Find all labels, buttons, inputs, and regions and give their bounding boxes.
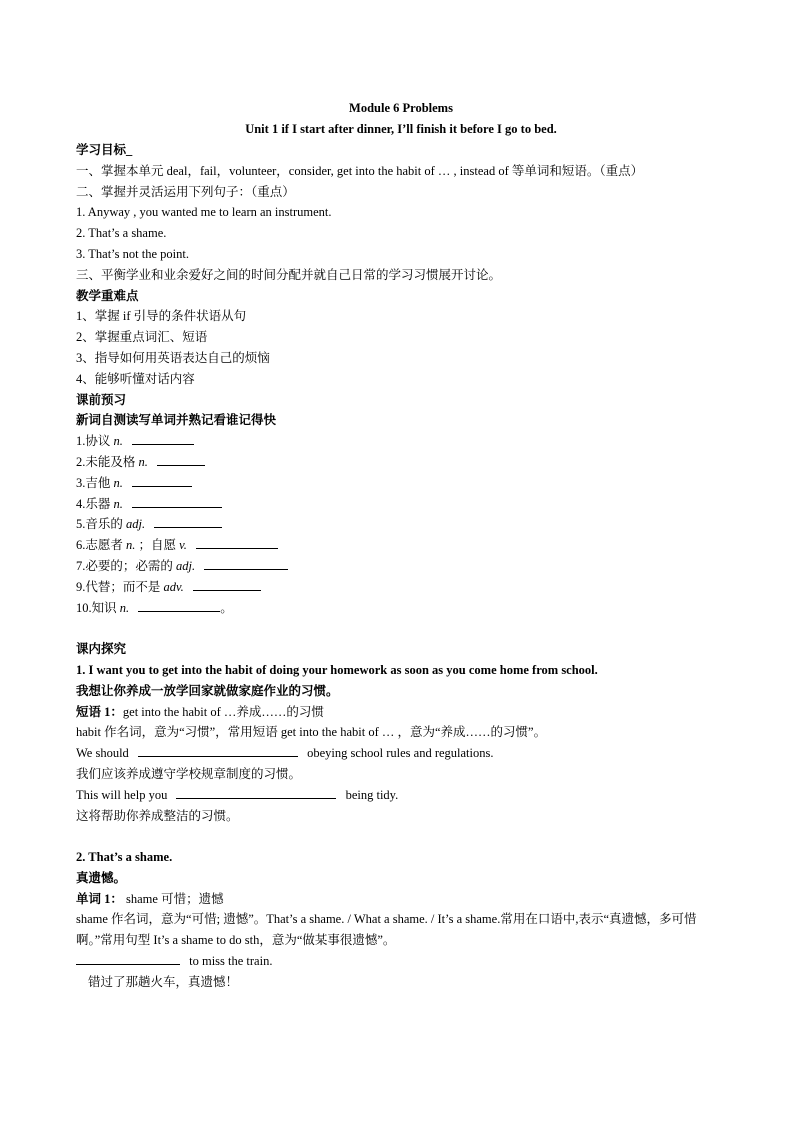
vocab-pos: n. [113, 475, 123, 490]
vocab-pos-2: v. [179, 538, 187, 553]
answer-blank[interactable] [132, 431, 194, 445]
vocab-cn: 6.志愿者 [76, 538, 123, 553]
section1-explain: habit 作名词，意为“习惯”，常用短语 get into the habit of … ，意为“养成……的习惯”。 [76, 725, 547, 740]
document-page [76, 98, 726, 993]
example-text: obeying school rules and regulations. [307, 746, 494, 761]
word-label: 单词 1： [76, 891, 123, 906]
phrase-label: 短语 1： [76, 704, 123, 719]
key-points-heading: 教学重难点 [76, 288, 139, 303]
spacer [76, 826, 726, 847]
key-point-item: 4、能够听懂对话内容 [76, 371, 195, 386]
objective-item: 三、平衡学业和业余爱好之间的时间分配并就自己日常的学习习惯展开讨论。 [76, 267, 502, 282]
vocab-cn: 7.必要的；必需的 [76, 558, 173, 573]
spacer [76, 618, 726, 639]
unit-title: Unit 1 if I start after dinner, I’ll finish it before I go to bed. [245, 122, 557, 136]
phrase-text: get into the habit of …养成……的习惯 [122, 704, 324, 719]
answer-blank[interactable] [196, 535, 278, 549]
section1-translation: 我想让你养成一放学回家就做家庭作业的习惯。 [76, 683, 339, 698]
objectives-heading-text: 学习目标 [76, 143, 127, 157]
vocab-pos: adv. [163, 579, 184, 594]
example-1 [76, 743, 726, 764]
example-1-translation: 我们应该养成遵守学校规章制度的习惯。 [76, 766, 302, 781]
example-text: being tidy. [345, 787, 399, 802]
answer-blank[interactable] [204, 556, 288, 570]
vocab-cn: 5.音乐的 [76, 517, 123, 532]
key-point-item: 2、掌握重点词汇、短语 [76, 330, 208, 345]
vocab-cn-2: ；自愿 [138, 538, 177, 553]
word-line [76, 889, 726, 910]
vocab-item [76, 452, 726, 473]
objective-item: 一、掌握本单元 deal，fail，volunteer，consider, get into the habit of … , instead of 等单词和短语。（重点） [76, 163, 644, 178]
phrase-line [76, 702, 726, 723]
objectives-heading [76, 140, 726, 161]
answer-blank[interactable] [132, 473, 192, 487]
key-point-item: 3、指导如何用英语表达自己的烦恼 [76, 350, 270, 365]
preview-heading: 课前预习 [76, 392, 127, 407]
section1-sentence: 1. I want you to get into the habit of doing your homework as soon as you come home from school. [76, 662, 598, 677]
answer-blank[interactable] [157, 452, 205, 466]
answer-blank[interactable] [138, 743, 298, 757]
objective-item: 3. That’s not the point. [76, 246, 189, 261]
answer-blank[interactable] [193, 577, 261, 591]
vocab-pos: n. [138, 454, 148, 469]
objective-item: 1. Anyway , you wanted me to learn an instrument. [76, 205, 332, 220]
word-text: shame 可惜；遗憾 [126, 891, 224, 906]
vocab-pos: adj. [176, 558, 196, 573]
example-2-translation: 这将帮助你养成整洁的习惯。 [76, 808, 239, 823]
vocab-pos: n. [113, 434, 123, 449]
vocab-pos: n. [113, 496, 123, 511]
answer-blank[interactable] [176, 785, 336, 799]
example-text: We should [76, 746, 129, 761]
example-text: to miss the train. [189, 954, 273, 969]
section2-translation: 真遗憾。 [76, 870, 127, 885]
answer-blank[interactable] [138, 598, 220, 612]
vocab-cn: 4.乐器 [76, 496, 111, 511]
vocab-item [76, 556, 726, 577]
example-text: This will help you [76, 787, 168, 802]
key-point-item: 1、掌握 if 引导的条件状语从句 [76, 309, 247, 324]
vocab-item [76, 473, 726, 494]
objective-item: 二、掌握并灵活运用下列句子：（重点） [76, 184, 295, 199]
preview-subheading: 新词自测读写单词并熟记看谁记得快 [76, 413, 277, 428]
vocab-pos: n. [126, 538, 136, 553]
vocab-item [76, 535, 726, 556]
section2-example [76, 951, 726, 972]
example-2 [76, 785, 726, 806]
vocab-cn: 9.代替；而不是 [76, 579, 161, 594]
vocab-item [76, 514, 726, 535]
vocab-cn: 2.未能及格 [76, 454, 136, 469]
vocab-item [76, 494, 726, 515]
vocab-item [76, 577, 726, 598]
section2-sentence: 2. That’s a shame. [76, 850, 173, 865]
objective-item: 2. That’s a shame. [76, 226, 167, 241]
answer-blank[interactable] [76, 951, 180, 965]
vocab-cn: 10.知识 [76, 600, 117, 615]
vocab-pos: adj. [126, 517, 146, 532]
vocab-cn: 3.吉他 [76, 475, 111, 490]
in-class-heading: 课内探究 [76, 642, 127, 657]
objectives-heading-suffix: _ [126, 143, 133, 157]
section2-explain: shame 作名词，意为“可惜; 遗憾”。That’s a shame. / What a shame. / It’s a shame.常用在口语中,表示“真遗憾，多可惜啊。”常用句型 It’s a shame to do sth，意为“做某事很遗憾”。 [76, 912, 697, 948]
vocab-item [76, 431, 726, 452]
section2-example-translation: 错过了那趟火车，真遗憾！ [88, 974, 239, 989]
module-title: Module 6 Problems [349, 101, 453, 115]
vocab-item [76, 598, 726, 619]
vocab-pos: n. [119, 600, 130, 615]
vocab-tail: 。 [220, 600, 233, 615]
answer-blank[interactable] [132, 494, 222, 508]
vocab-cn: 1.协议 [76, 434, 111, 449]
answer-blank[interactable] [154, 514, 222, 528]
